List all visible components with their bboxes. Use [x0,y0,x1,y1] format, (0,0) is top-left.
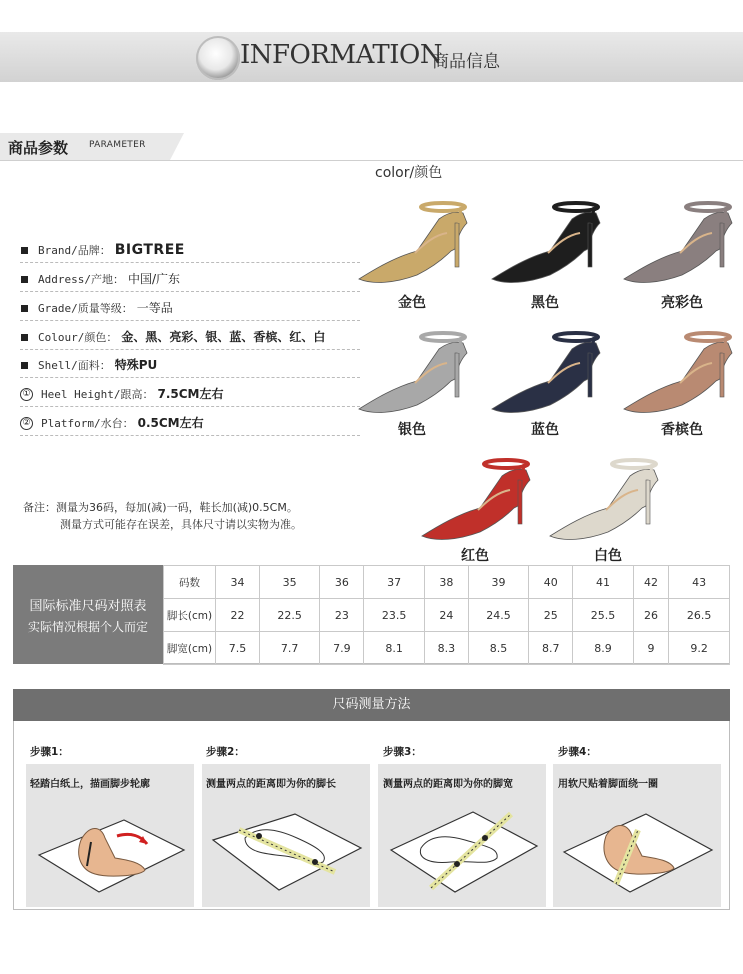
shoe-image [488,183,608,291]
spec-label: Brand/品牌： [38,244,111,257]
row-header: 脚长(cm) [164,599,216,632]
table-row [164,566,730,599]
banner-title-en: INFORMATION [240,40,443,70]
table-cell: 36 [320,566,364,599]
step-1-label: 步骤1： [30,746,69,758]
spec-label: Address/产地： [38,273,124,286]
table-cell: 26.5 [669,599,730,632]
spec-label: Grade/质量等级： [38,302,133,315]
wrap-tape-illustration [556,800,718,895]
table-row [164,632,730,665]
shoe-image [546,440,666,548]
spec-value: 7.5CM左右 [157,387,224,401]
color-label-red: 红色 [461,548,489,564]
color-title: color/颜色 [375,165,443,181]
table-cell: 24 [424,599,468,632]
table-cell: 39 [468,566,529,599]
spec-colour [20,328,360,350]
shoe-image [355,313,475,421]
step-4-label: 步骤4： [558,746,597,758]
spec-value: 一等品 [136,301,173,315]
table-cell: 38 [424,566,468,599]
size-table-side [13,565,163,664]
shoe-image [620,183,740,291]
spec-platform [20,414,360,436]
foot-length-illustration [205,800,367,895]
table-cell: 7.7 [259,632,320,665]
divider [0,160,743,161]
spec-label: Shell/面料： [38,359,111,372]
table-cell: 8.3 [424,632,468,665]
bullet-icon [21,362,28,369]
spec-label: Platform/水台： [41,417,134,430]
table-cell: 22.5 [259,599,320,632]
color-label-black: 黑色 [531,295,559,311]
bullet-icon [21,276,28,283]
shoe-image [418,440,538,548]
number-marker: ① [20,388,33,401]
table-cell: 25 [529,599,573,632]
spec-shell [20,356,360,378]
step-1-text: 轻踏白纸上，描画脚步轮廓 [30,779,150,790]
row-header: 脚宽(cm) [164,632,216,665]
foot-width-illustration [381,800,543,895]
table-cell: 7.9 [320,632,364,665]
size-side-line-1: 国际标准尺码对照表 [29,599,147,614]
table-cell: 8.1 [364,632,425,665]
table-cell: 22 [216,599,260,632]
table-cell: 42 [633,566,669,599]
row-header: 码数 [164,566,216,599]
spec-address [20,270,360,292]
table-cell: 8.9 [573,632,634,665]
spec-label: Heel Height/跟高： [41,388,154,401]
note-line-2: 测量方式可能存在误差，具体尺寸请以实物为准。 [60,518,302,531]
table-cell: 9 [633,632,669,665]
step-3-label: 步骤3： [383,746,422,758]
banner-title-cn: 商品信息 [432,52,500,72]
color-label-blue: 蓝色 [531,422,559,438]
step-2-text: 测量两点的距离即为你的脚长 [206,779,336,790]
step-4-text: 用软尺贴着脚面绕一圈 [558,779,658,790]
color-label-silver: 银色 [398,422,426,438]
parameter-title-en: PARAMETER [89,140,146,150]
spec-brand [20,241,360,263]
measure-title: 尺码测量方法 [13,689,730,721]
shoe-image [620,313,740,421]
size-table [163,565,730,665]
number-marker: ② [20,417,33,430]
note-line-1: 备注：测量为36码，每加(减)一码，鞋长加(减)0.5CM。 [23,501,298,514]
trace-foot-illustration [29,800,191,895]
table-cell: 41 [573,566,634,599]
table-cell: 34 [216,566,260,599]
step-3-text: 测量两点的距离即为你的脚宽 [383,779,513,790]
table-cell: 24.5 [468,599,529,632]
bullet-icon [21,305,28,312]
table-row [164,599,730,632]
spec-value: 金、黑、亮彩、银、蓝、香槟、红、白 [121,330,326,344]
table-cell: 8.5 [468,632,529,665]
color-label-white: 白色 [594,548,622,564]
spec-grade [20,299,360,321]
color-label-glitter: 亮彩色 [661,295,703,311]
color-label-gold: 金色 [398,295,426,311]
spec-value: 中国/广东 [127,272,181,286]
table-cell: 43 [669,566,730,599]
table-cell: 7.5 [216,632,260,665]
spec-value: 特殊PU [114,358,158,372]
bullet-icon [21,334,28,341]
bullet-icon [21,247,28,254]
table-cell: 23.5 [364,599,425,632]
table-cell: 35 [259,566,320,599]
table-cell: 8.7 [529,632,573,665]
table-cell: 37 [364,566,425,599]
spec-heel-height [20,385,360,407]
table-cell: 25.5 [573,599,634,632]
banner-ring-icon [196,36,240,80]
shoe-image [488,313,608,421]
table-cell: 9.2 [669,632,730,665]
parameter-title-cn: 商品参数 [8,139,69,157]
parameter-header [0,133,170,160]
step-2-label: 步骤2： [206,746,245,758]
table-cell: 26 [633,599,669,632]
spec-value: 0.5CM左右 [137,416,204,430]
table-cell: 40 [529,566,573,599]
size-side-line-2: 实际情况根据个人而定 [27,620,148,634]
color-label-champagne: 香槟色 [661,422,703,438]
parameter-header-tab [170,133,184,160]
spec-value: BIGTREE [114,242,185,258]
spec-label: Colour/颜色： [38,331,118,344]
table-cell: 23 [320,599,364,632]
shoe-image [355,183,475,291]
